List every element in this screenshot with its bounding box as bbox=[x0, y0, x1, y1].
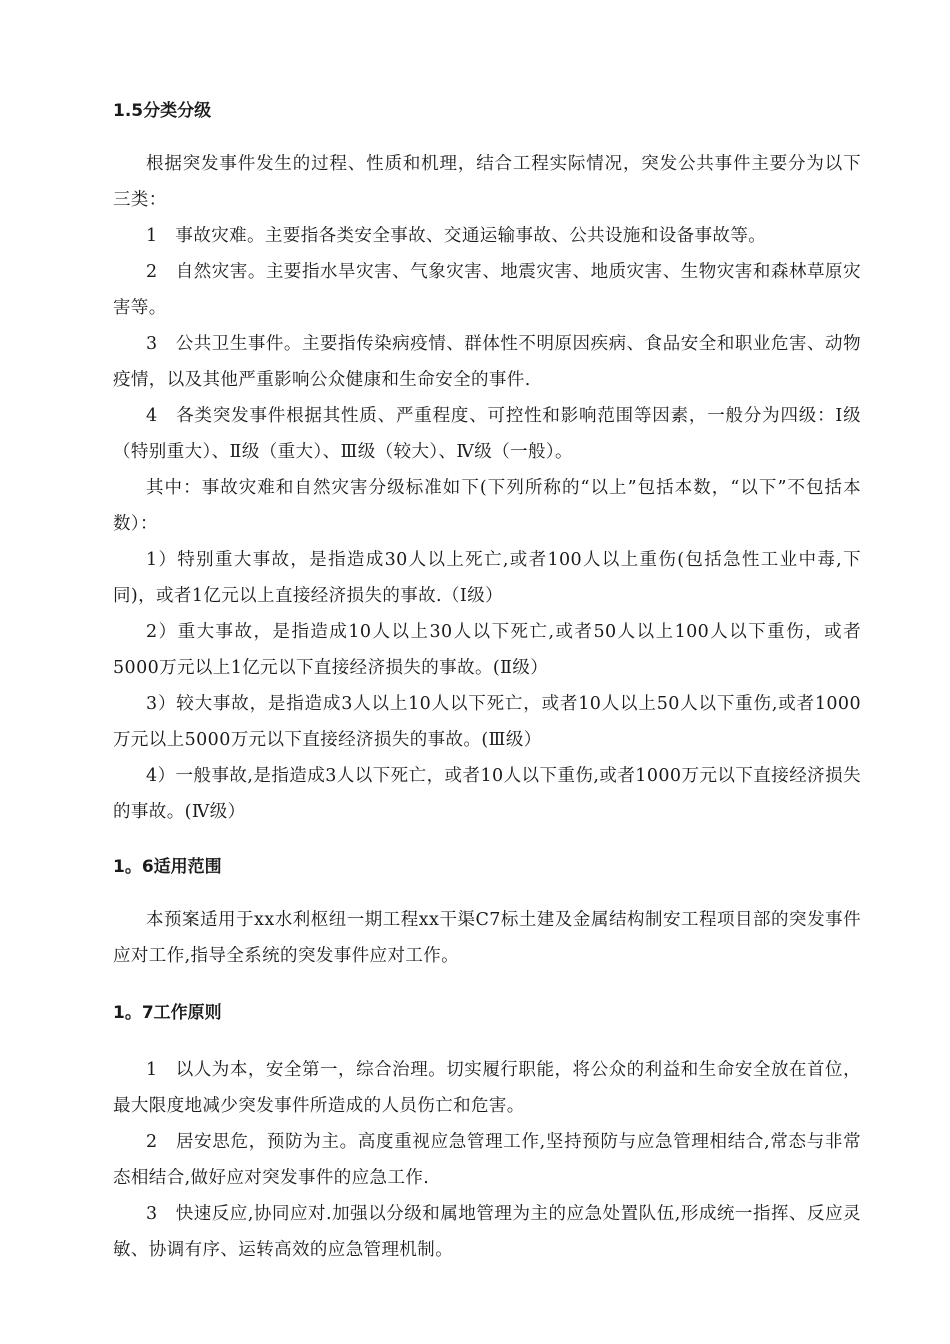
paragraph-natural-disaster: 2 自然灾害。主要指水旱灾害、气象灾害、地震灾害、地质灾害、生物灾害和森林草原灾害等。 bbox=[113, 262, 861, 318]
paragraph-principle-1: 1 以人为本，安全第一，综合治理。切实履行职能，将公众的利益和生命安全放在首位，最大限度地减少突发事件所造成的人员伤亡和危害。 bbox=[113, 1060, 861, 1116]
paragraph-principle-3: 3 快速反应,协同应对.加强以分级和属地管理为主的应急处置队伍,形成统一指挥、反应灵敏、协调有序、运转高效的应急管理机制。 bbox=[113, 1204, 861, 1260]
section-heading-classification: 1.5分类分级 bbox=[113, 101, 212, 121]
section-heading-scope: 1。6适用范围 bbox=[113, 857, 222, 877]
paragraph-four-levels: 4 各类突发事件根据其性质、严重程度、可控性和影响范围等因素，一般分为四级：Ⅰ级（特别重大）、Ⅱ级（重大）、Ⅲ级（较大）、Ⅳ级（一般）。 bbox=[113, 406, 861, 462]
paragraph-principle-2: 2 居安思危，预防为主。高度重视应急管理工作,坚持预防与应急管理相结合,常态与非常态相结合,做好应对突发事件的应急工作. bbox=[113, 1132, 861, 1188]
paragraph-level-3: 3）较大事故，是指造成3人以上10人以下死亡，或者10人以上50人以下重伤,或者1000万元以上5000万元以下直接经济损失的事故。(Ⅲ级） bbox=[113, 694, 861, 750]
paragraph-intro: 根据突发事件发生的过程、性质和机理，结合工程实际情况，突发公共事件主要分为以下三类： bbox=[113, 154, 861, 210]
paragraph-scope: 本预案适用于xx水利枢纽一期工程xx干渠C7标土建及金属结构制安工程项目部的突发事件应对工作,指导全系统的突发事件应对工作。 bbox=[113, 910, 861, 966]
paragraph-level-1: 1）特别重大事故，是指造成30人以上死亡,或者100人以上重伤(包括急性工业中毒,下同)，或者1亿元以上直接经济损失的事故.（Ⅰ级） bbox=[113, 550, 861, 606]
section-heading-principles: 1。7工作原则 bbox=[113, 1003, 222, 1023]
paragraph-public-health: 3 公共卫生事件。主要指传染病疫情、群体性不明原因疾病、食品安全和职业危害、动物疫情，以及其他严重影响公众健康和生命安全的事件. bbox=[113, 334, 861, 390]
paragraph-accident-disaster: 1 事故灾难。主要指各类安全事故、交通运输事故、公共设施和设备事故等。 bbox=[146, 226, 767, 246]
paragraph-grading-standard: 其中：事故灾难和自然灾害分级标准如下(下列所称的“以上”包括本数，“以下”不包括本数）： bbox=[113, 478, 861, 534]
paragraph-level-4: 4）一般事故,是指造成3人以下死亡，或者10人以下重伤,或者1000万元以下直接经济损失的事故。(Ⅳ级） bbox=[113, 766, 861, 822]
paragraph-level-2: 2）重大事故，是指造成10人以上30人以下死亡,或者50人以上100人以下重伤，或者5000万元以上1亿元以下直接经济损失的事故。(Ⅱ级） bbox=[113, 622, 861, 678]
